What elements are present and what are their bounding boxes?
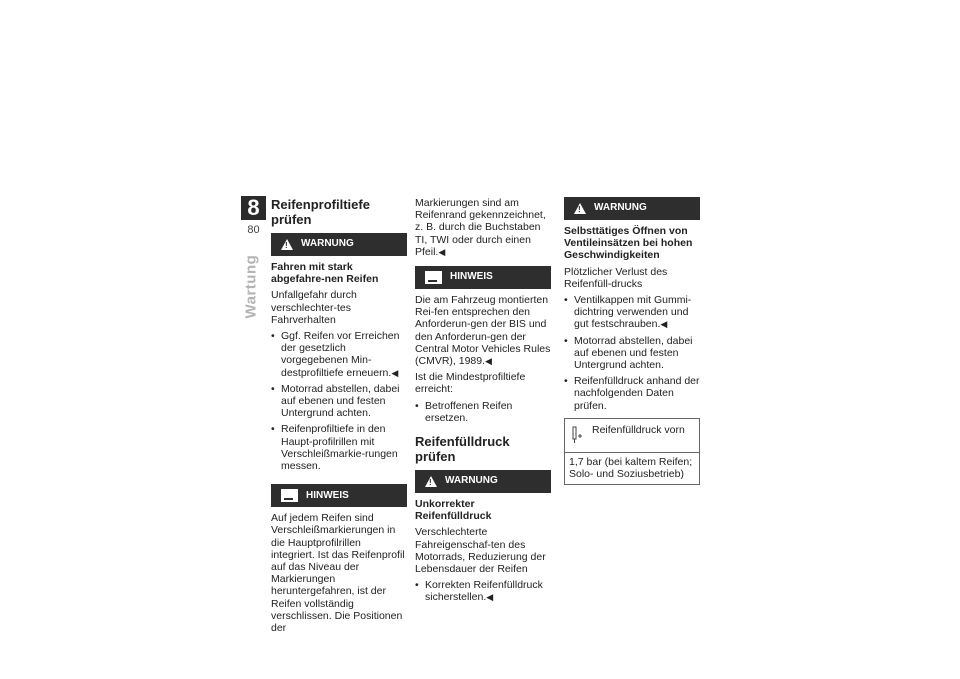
end-marker-icon: ◀ bbox=[438, 246, 446, 257]
data-value: 1,7 bar (bei kaltem Reifen; Solo- und Soziusbetrieb) bbox=[569, 455, 693, 481]
warning-text: Verschlechterte Fahreigenschaf-ten des Motorrads, Reduzierung der Lebensdauer der Reifen bbox=[415, 526, 546, 576]
step-list bbox=[271, 383, 407, 472]
data-box-header bbox=[565, 419, 699, 453]
warning-triangle-icon bbox=[281, 239, 293, 250]
note-hand-icon bbox=[281, 489, 298, 502]
tire-pressure-data-box bbox=[564, 418, 700, 485]
column-2 bbox=[415, 197, 551, 608]
warning-text: Plötzlicher Verlust des Reifenfüll-drucks bbox=[564, 265, 668, 290]
column-1 bbox=[271, 197, 407, 638]
column-3 bbox=[564, 197, 700, 485]
warning-label: WARNUNG bbox=[445, 475, 498, 487]
note-hand-icon bbox=[425, 271, 442, 284]
note-label: HINWEIS bbox=[306, 489, 349, 501]
end-marker-icon: ◀ bbox=[391, 367, 399, 378]
chapter-side-label: Wartung bbox=[242, 254, 260, 319]
warning-title: Unkorrekter Reifenfülldruck bbox=[415, 498, 492, 523]
warning-label: WARNUNG bbox=[301, 238, 354, 250]
continued-text: Markierungen sind am Reifenrand gekennzeichnet, z. B. durch die Buchstaben TI, TWI oder durch einen Pfeil. bbox=[415, 197, 546, 258]
list-item: • Korrekten Reifenfülldruck sicherstellen.◀ bbox=[415, 579, 551, 603]
min-depth-text: Ist die Mindestprofiltiefe erreicht: bbox=[415, 371, 526, 396]
warning-bar bbox=[564, 197, 700, 220]
end-marker-icon: ◀ bbox=[660, 319, 668, 330]
list-item: • Reifenprofiltiefe in den Haupt-profilrillen mit Verschleißmarkie-rungen messen. bbox=[271, 423, 407, 472]
list-item: • Motorrad abstellen, dabei auf ebenen und festen Untergrund achten. bbox=[271, 383, 407, 420]
tire-pressure-icon bbox=[571, 426, 583, 444]
list-item: • Reifenfülldruck anhand der nachfolgenden Daten prüfen. bbox=[564, 375, 700, 412]
warning-text: Unfallgefahr durch verschlechter-tes Fahrverhalten bbox=[271, 289, 357, 326]
warning-list bbox=[415, 579, 551, 603]
step-list bbox=[415, 400, 551, 424]
list-item: • Ggf. Reifen vor Erreichen der gesetzlich vorgegebenen Min-destprofiltiefe erneuern.◀ bbox=[271, 330, 407, 379]
warning-bar bbox=[271, 233, 407, 256]
section-heading-tire-pressure: Reifenfülldruck prüfen bbox=[415, 434, 510, 465]
list-item: • Betroffenen Reifen ersetzen. bbox=[415, 400, 551, 424]
warning-title: Selbsttätiges Öffnen von Ventileinsätzen bei hohen Geschwindigkeiten bbox=[564, 225, 693, 262]
note-bar bbox=[415, 266, 551, 289]
note-text: Auf jedem Reifen sind Verschleißmarkierungen in die Hauptprofilrillen integriert. Ist das Reifenprofil auf das Niveau der Markierungen heruntergefahren, ist der Reifen vollständig verschlissen. Die Positionen der bbox=[271, 512, 405, 635]
page-number: 80 bbox=[247, 224, 260, 236]
warning-triangle-icon bbox=[425, 476, 437, 487]
warning-triangle-icon bbox=[574, 203, 586, 214]
warning-title: Fahren mit stark abgefahre-nen Reifen bbox=[271, 261, 379, 286]
end-marker-icon: ◀ bbox=[486, 592, 494, 603]
end-marker-icon: ◀ bbox=[485, 356, 492, 367]
section-heading-tread-depth: Reifenprofiltiefe prüfen bbox=[271, 197, 370, 227]
step-list bbox=[564, 335, 700, 412]
data-label: Reifenfülldruck vorn bbox=[592, 423, 685, 436]
note-bar bbox=[271, 484, 407, 507]
warning-list bbox=[564, 294, 700, 331]
warning-list bbox=[271, 330, 407, 379]
chapter-number: 8 bbox=[241, 196, 266, 220]
note-text: Die am Fahrzeug montierten Rei-fen entsprechen den Anforderun-gen der BIS und den Anforderun-gen der Central Motor Vehicles Rules (CMVR), 1989. bbox=[415, 294, 551, 368]
warning-label: WARNUNG bbox=[594, 202, 647, 214]
note-label: HINWEIS bbox=[450, 271, 493, 283]
warning-bar bbox=[415, 470, 551, 493]
list-item: • Motorrad abstellen, dabei auf ebenen und festen Untergrund achten. bbox=[564, 335, 700, 372]
list-item: • Ventilkappen mit Gummi-dichtring verwenden und gut festschrauben.◀ bbox=[564, 294, 700, 331]
